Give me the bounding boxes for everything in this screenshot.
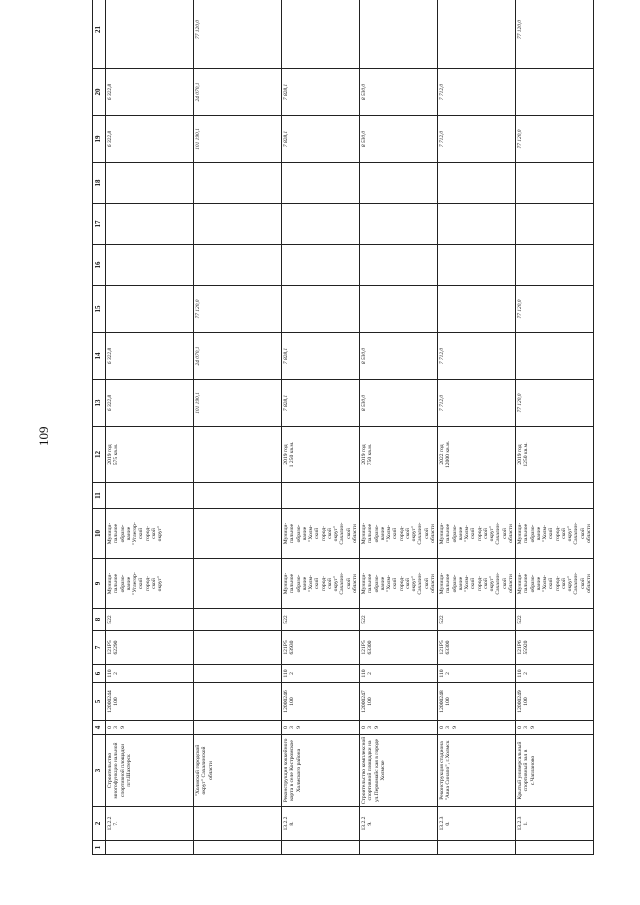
cell-col-20: 24 070,1 — [194, 69, 282, 116]
column-number-5: 5 — [93, 683, 106, 721]
cell-col-5 — [194, 683, 282, 721]
cell-col-14: 24 070,1 — [194, 333, 282, 380]
cell-col-4 — [194, 721, 282, 735]
cell-col-12: 2022 год 12000 кв.м. — [438, 427, 516, 483]
cell-col-14: 8 530,0 — [360, 333, 438, 380]
cell-col-1 — [194, 841, 282, 855]
cell-col-16 — [360, 245, 438, 286]
cell-col-1 — [516, 841, 594, 855]
cell-col-12: 2019 год 1250 кв.м. — [516, 427, 594, 483]
cell-col-9: Муници- пальное образо- вание "Холм- ский город- ской округ" Сахалин- ской области — [516, 559, 594, 609]
cell-col-11 — [516, 483, 594, 509]
cell-col-8: 522 — [438, 609, 516, 631]
cell-col-11 — [194, 483, 282, 509]
cell-col-17 — [360, 204, 438, 245]
cell-col-5: 12000246 100 — [282, 683, 360, 721]
cell-col-18 — [282, 163, 360, 204]
column-number-4: 4 — [93, 721, 106, 735]
cell-col-1 — [282, 841, 360, 855]
cell-col-17 — [516, 204, 594, 245]
cell-col-2: 13.2.2 9. — [360, 807, 438, 841]
cell-col-19: 8 530,0 — [360, 116, 438, 163]
cell-col-7: 121P5 63300 — [438, 631, 516, 665]
table-row — [438, 0, 516, 855]
cell-col-2: 13.2.3 1. — [516, 807, 594, 841]
column-number-19: 19 — [93, 116, 106, 163]
header-row — [93, 0, 106, 855]
cell-col-2 — [194, 807, 282, 841]
cell-col-11 — [360, 483, 438, 509]
cell-col-6: 110 2 — [282, 665, 360, 683]
cell-col-16 — [106, 245, 194, 286]
cell-col-15 — [282, 286, 360, 333]
cell-col-1 — [106, 841, 194, 855]
cell-col-9: Муници- пальное образо- вание "Холм- ский город- ской округ" Сахалин- ской области — [360, 559, 438, 609]
cell-col-4: 0 3 9 — [360, 721, 438, 735]
cell-col-10 — [194, 509, 282, 559]
cell-col-14: 6 322,8 — [106, 333, 194, 380]
cell-col-13: 7 828,1 — [282, 380, 360, 427]
cell-col-21: 77 120,0 — [516, 0, 594, 69]
cell-col-2: 13.2.3 0. — [438, 807, 516, 841]
column-number-14: 14 — [93, 333, 106, 380]
cell-col-12: 2019 год 1 250 кв.м. — [282, 427, 360, 483]
cell-col-15 — [106, 286, 194, 333]
cell-col-18 — [516, 163, 594, 204]
cell-col-13: 77 120,0 — [516, 380, 594, 427]
table-row — [106, 0, 194, 855]
column-number-8: 8 — [93, 609, 106, 631]
table-area — [92, 20, 592, 855]
cell-col-20: 7 828,1 — [282, 69, 360, 116]
cell-col-6: 110 2 — [106, 665, 194, 683]
cell-col-8: 522 — [106, 609, 194, 631]
cell-col-6: 110 2 — [516, 665, 594, 683]
cell-col-20 — [516, 69, 594, 116]
column-number-15: 15 — [93, 286, 106, 333]
cell-col-2: 13.2.2 8. — [282, 807, 360, 841]
column-number-3: 3 — [93, 735, 106, 807]
cell-col-13: 7 712,0 — [438, 380, 516, 427]
cell-col-19: 6 322,8 — [106, 116, 194, 163]
cell-col-17 — [194, 204, 282, 245]
cell-col-17 — [282, 204, 360, 245]
cell-col-5: 12000249 100 — [516, 683, 594, 721]
cell-col-15 — [360, 286, 438, 333]
cell-col-6: 110 2 — [360, 665, 438, 683]
cell-col-4: 0 3 9 — [106, 721, 194, 735]
cell-col-5: 12000248 100 — [438, 683, 516, 721]
cell-col-16 — [438, 245, 516, 286]
cell-col-14 — [516, 333, 594, 380]
column-number-18: 18 — [93, 163, 106, 204]
cell-col-13: 101 190,1 — [194, 380, 282, 427]
column-number-9: 9 — [93, 559, 106, 609]
cell-col-4: 0 3 9 — [282, 721, 360, 735]
column-number-1: 1 — [93, 841, 106, 855]
cell-col-16 — [194, 245, 282, 286]
cell-col-14: 7 712,0 — [438, 333, 516, 380]
cell-col-16 — [282, 245, 360, 286]
cell-col-15 — [438, 286, 516, 333]
cell-col-7: 121Р6 55920 — [516, 631, 594, 665]
cell-col-1 — [360, 841, 438, 855]
cell-col-10: Муници- пальное образо- вание "Холм- ский город- ской округ" Сахалин- ской области — [438, 509, 516, 559]
cell-col-5: 12000244 100 — [106, 683, 194, 721]
cell-col-10: Муници- пальное образо- вание "Холм- ский город- ской округ" Сахалин- ской области — [516, 509, 594, 559]
cell-col-10: Муници- пальное образо- вание "Холм- ский город- ской округ" Сахалин- ской области — [360, 509, 438, 559]
column-number-20: 20 — [93, 69, 106, 116]
cell-col-7 — [194, 631, 282, 665]
cell-col-18 — [106, 163, 194, 204]
cell-col-11 — [106, 483, 194, 509]
cell-col-21 — [282, 0, 360, 69]
cell-col-3: Крытый универсальный спортивный зал в с.Чапланово — [516, 735, 594, 807]
cell-col-18 — [194, 163, 282, 204]
cell-col-19: 7 828,1 — [282, 116, 360, 163]
cell-col-7: 121P5 62290 — [106, 631, 194, 665]
cell-col-21 — [106, 0, 194, 69]
cell-col-8: 522 — [516, 609, 594, 631]
table-row — [516, 0, 594, 855]
cell-col-9: Муници- пальное образо- вание "Углегор- ский город- ской округ" — [106, 559, 194, 609]
table-row — [194, 0, 282, 855]
table-row — [282, 0, 360, 855]
cell-col-20: 6 322,8 — [106, 69, 194, 116]
cell-col-20: 7 712,0 — [438, 69, 516, 116]
cell-col-15: 77 120,0 — [194, 286, 282, 333]
cell-col-8: 522 — [360, 609, 438, 631]
cell-col-12: 2019 год 750 кв.м. — [360, 427, 438, 483]
cell-col-11 — [438, 483, 516, 509]
cell-col-6 — [194, 665, 282, 683]
column-number-11: 11 — [93, 483, 106, 509]
cell-col-8 — [194, 609, 282, 631]
cell-col-7: 121P5 63930 — [282, 631, 360, 665]
cell-col-3: Строительство комплексной спортивной площадки на ул.Первомайс кая в городе Холмске — [360, 735, 438, 807]
column-number-10: 10 — [93, 509, 106, 559]
cell-col-16 — [516, 245, 594, 286]
cell-col-8: 522 — [282, 609, 360, 631]
cell-col-6: 110 2 — [438, 665, 516, 683]
cell-col-13: 6 322,8 — [106, 380, 194, 427]
rotated-table-wrapper — [92, 20, 592, 855]
cell-col-3: Реконструкция стадиона "Авиа Синапо", г.Холмск — [438, 735, 516, 807]
cell-col-21 — [360, 0, 438, 69]
cell-col-4: 0 3 9 — [438, 721, 516, 735]
cell-col-19: 77 120,0 — [516, 116, 594, 163]
cell-col-3: Реконструкция хоккейного корта в селе Костромское Холмского района — [282, 735, 360, 807]
budget-table — [92, 0, 594, 855]
column-number-2: 2 — [93, 807, 106, 841]
column-number-6: 6 — [93, 665, 106, 683]
cell-col-11 — [282, 483, 360, 509]
table-row — [360, 0, 438, 855]
column-number-12: 12 — [93, 427, 106, 483]
column-number-16: 16 — [93, 245, 106, 286]
cell-col-10: Муници- пальное образо- вание "Холм- ский город- ской округ" Сахалин- ской области — [282, 509, 360, 559]
cell-col-5: 12000247 100 — [360, 683, 438, 721]
cell-col-2: 13.2.2 7. — [106, 807, 194, 841]
cell-col-9: Муници- пальное образо- вание "Холм- ский город- ской округ" Сахалин- ской области — [438, 559, 516, 609]
cell-col-20: 8 530,0 — [360, 69, 438, 116]
cell-col-1 — [438, 841, 516, 855]
cell-col-18 — [438, 163, 516, 204]
cell-col-3: "Холмский городской округ" Сахалинской области — [194, 735, 282, 807]
cell-col-17 — [438, 204, 516, 245]
cell-col-21 — [438, 0, 516, 69]
cell-col-10: Муници- пальное образо- вание "Углегор- ский город- ской округ" — [106, 509, 194, 559]
cell-col-14: 7 828,1 — [282, 333, 360, 380]
cell-col-19: 101 190,1 — [194, 116, 282, 163]
column-number-7: 7 — [93, 631, 106, 665]
cell-col-9: Муници- пальное образо- вание "Холм- ский город- ской округ" Сахалин- ской области — [282, 559, 360, 609]
column-number-21: 21 — [93, 0, 106, 69]
cell-col-18 — [360, 163, 438, 204]
cell-col-12 — [194, 427, 282, 483]
cell-col-3: Строительство многофункцио нальной спортивной площадки пгт.Шахтерск — [106, 735, 194, 807]
cell-col-7: 121P5 63300 — [360, 631, 438, 665]
column-number-13: 13 — [93, 380, 106, 427]
column-number-17: 17 — [93, 204, 106, 245]
cell-col-15: 77 120,0 — [516, 286, 594, 333]
cell-col-9 — [194, 559, 282, 609]
cell-col-21: 77 120,0 — [194, 0, 282, 69]
page-number: 109 — [36, 426, 51, 446]
cell-col-12: 2019 год 575 кв.м. — [106, 427, 194, 483]
cell-col-4: 0 3 9 — [516, 721, 594, 735]
cell-col-13: 8 530,0 — [360, 380, 438, 427]
cell-col-19: 7 712,0 — [438, 116, 516, 163]
cell-col-17 — [106, 204, 194, 245]
